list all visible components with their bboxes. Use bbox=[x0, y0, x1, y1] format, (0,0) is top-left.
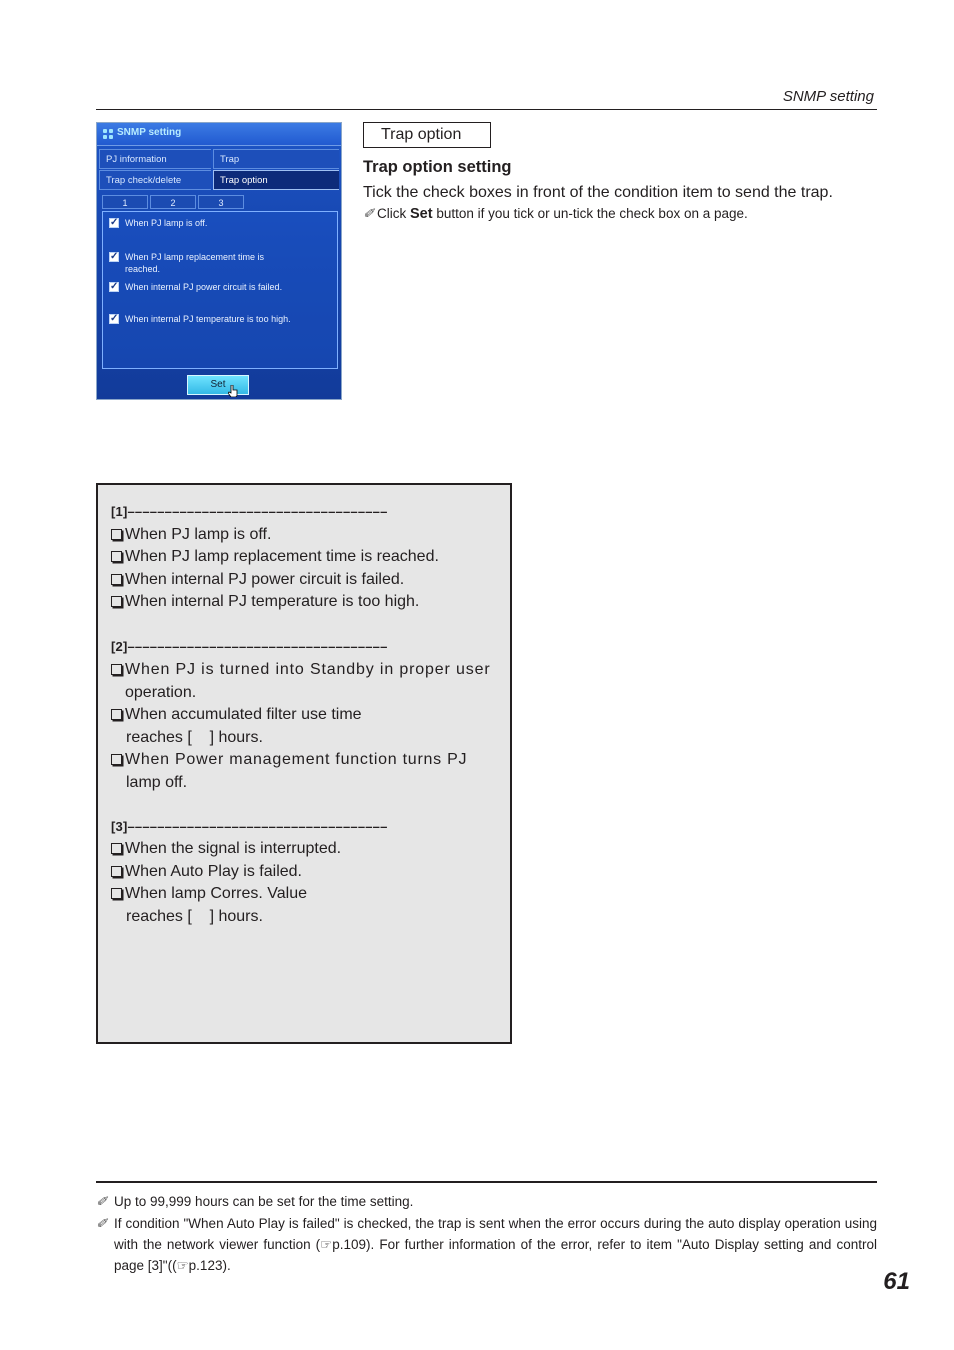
checkbox-icon bbox=[111, 529, 122, 540]
list-item: When Power management function turns PJ lamp off. bbox=[111, 749, 503, 794]
check-label: When PJ lamp replacement time is reached. bbox=[125, 252, 265, 274]
checkbox-icon bbox=[111, 866, 122, 877]
note: ✐ Click Set button if you tick or un-tick the check box on a page. bbox=[363, 206, 748, 222]
list-item: When Auto Play is failed. bbox=[111, 861, 503, 884]
checkbox-icon bbox=[111, 888, 122, 899]
snmp-screenshot bbox=[96, 122, 342, 400]
trap-option-panel bbox=[102, 211, 338, 369]
header-title: SNMP setting bbox=[782, 88, 874, 105]
checkbox-icon bbox=[111, 664, 122, 675]
checkbox-checked-icon[interactable]: ✓ bbox=[110, 281, 119, 292]
list-item: When internal PJ temperature is too high. bbox=[111, 591, 503, 614]
tab-trap-option[interactable]: Trap option bbox=[213, 170, 339, 190]
checkbox-checked-icon[interactable]: ✓ bbox=[110, 217, 119, 228]
checkbox-icon bbox=[111, 596, 122, 607]
tab-trap-check-delete[interactable]: Trap check/delete bbox=[99, 170, 211, 190]
menu-grid-icon bbox=[103, 129, 113, 139]
list-item: When the signal is interrupted. bbox=[111, 838, 503, 861]
header-rule bbox=[96, 109, 877, 110]
check-label: When internal PJ temperature is too high. bbox=[125, 314, 291, 324]
check-label: When internal PJ power circuit is failed. bbox=[125, 282, 283, 292]
section-heading: Trap option setting bbox=[363, 158, 512, 176]
list-item: When accumulated filter use time reaches [ ] hours. bbox=[111, 704, 503, 749]
screenshot-title-bar bbox=[97, 123, 341, 146]
set-keyword: Set bbox=[410, 206, 433, 222]
list-item: When PJ lamp is off. bbox=[111, 524, 503, 547]
pencil-note-icon: ✐ bbox=[363, 206, 375, 221]
checkbox-icon bbox=[111, 709, 122, 720]
footnote: ✐ If condition "When Auto Play is failed" is checked, the trap is sent when the error occurs during the auto display operation using with the network viewer function (☞p.109). For further information of the error, refer to item "Auto Display setting and control page [3]"((☞p.123). bbox=[96, 1213, 877, 1276]
list-item: When lamp Corres. Value reaches [ ] hours. bbox=[111, 883, 503, 928]
checkbox-icon bbox=[111, 843, 122, 854]
condition-list-box bbox=[96, 483, 512, 1044]
subtab-2[interactable]: 2 bbox=[150, 195, 196, 209]
tab-trap[interactable]: Trap bbox=[213, 149, 339, 169]
footnote: ✐ Up to 99,999 hours can be set for the time setting. bbox=[96, 1191, 877, 1212]
checkbox-checked-icon[interactable]: ✓ bbox=[110, 313, 119, 324]
list-item: When PJ lamp replacement time is reached. bbox=[111, 546, 503, 569]
list-item: When internal PJ power circuit is failed. bbox=[111, 569, 503, 592]
footer-rule bbox=[96, 1181, 877, 1183]
checkbox-icon bbox=[111, 551, 122, 562]
subtab-1[interactable]: 1 bbox=[102, 195, 148, 209]
screenshot-title: SNMP setting bbox=[117, 127, 182, 138]
section-label: [2]––––––––––––––––––––––––––––––––––– bbox=[111, 639, 388, 654]
hand-cursor-icon bbox=[228, 385, 238, 397]
section-label: [3]––––––––––––––––––––––––––––––––––– bbox=[111, 819, 388, 834]
body-text: Tick the check boxes in front of the condition item to send the trap. bbox=[363, 184, 833, 201]
tab-pj-information[interactable]: PJ information bbox=[99, 149, 211, 169]
page-number: 61 bbox=[883, 1268, 910, 1295]
check-label: When PJ lamp is off. bbox=[125, 218, 208, 228]
trap-option-label-box: Trap option bbox=[363, 122, 491, 148]
checkbox-checked-icon[interactable]: ✓ bbox=[110, 251, 119, 262]
checkbox-icon bbox=[111, 754, 122, 765]
section-label: [1]––––––––––––––––––––––––––––––––––– bbox=[111, 504, 388, 519]
pencil-note-icon: ✐ bbox=[96, 1194, 108, 1209]
list-item: When PJ is turned into Standby in proper user operation. bbox=[111, 659, 503, 704]
set-button[interactable]: Set bbox=[187, 375, 249, 395]
pencil-note-icon: ✐ bbox=[96, 1216, 108, 1231]
subtab-3[interactable]: 3 bbox=[198, 195, 244, 209]
checkbox-icon bbox=[111, 574, 122, 585]
